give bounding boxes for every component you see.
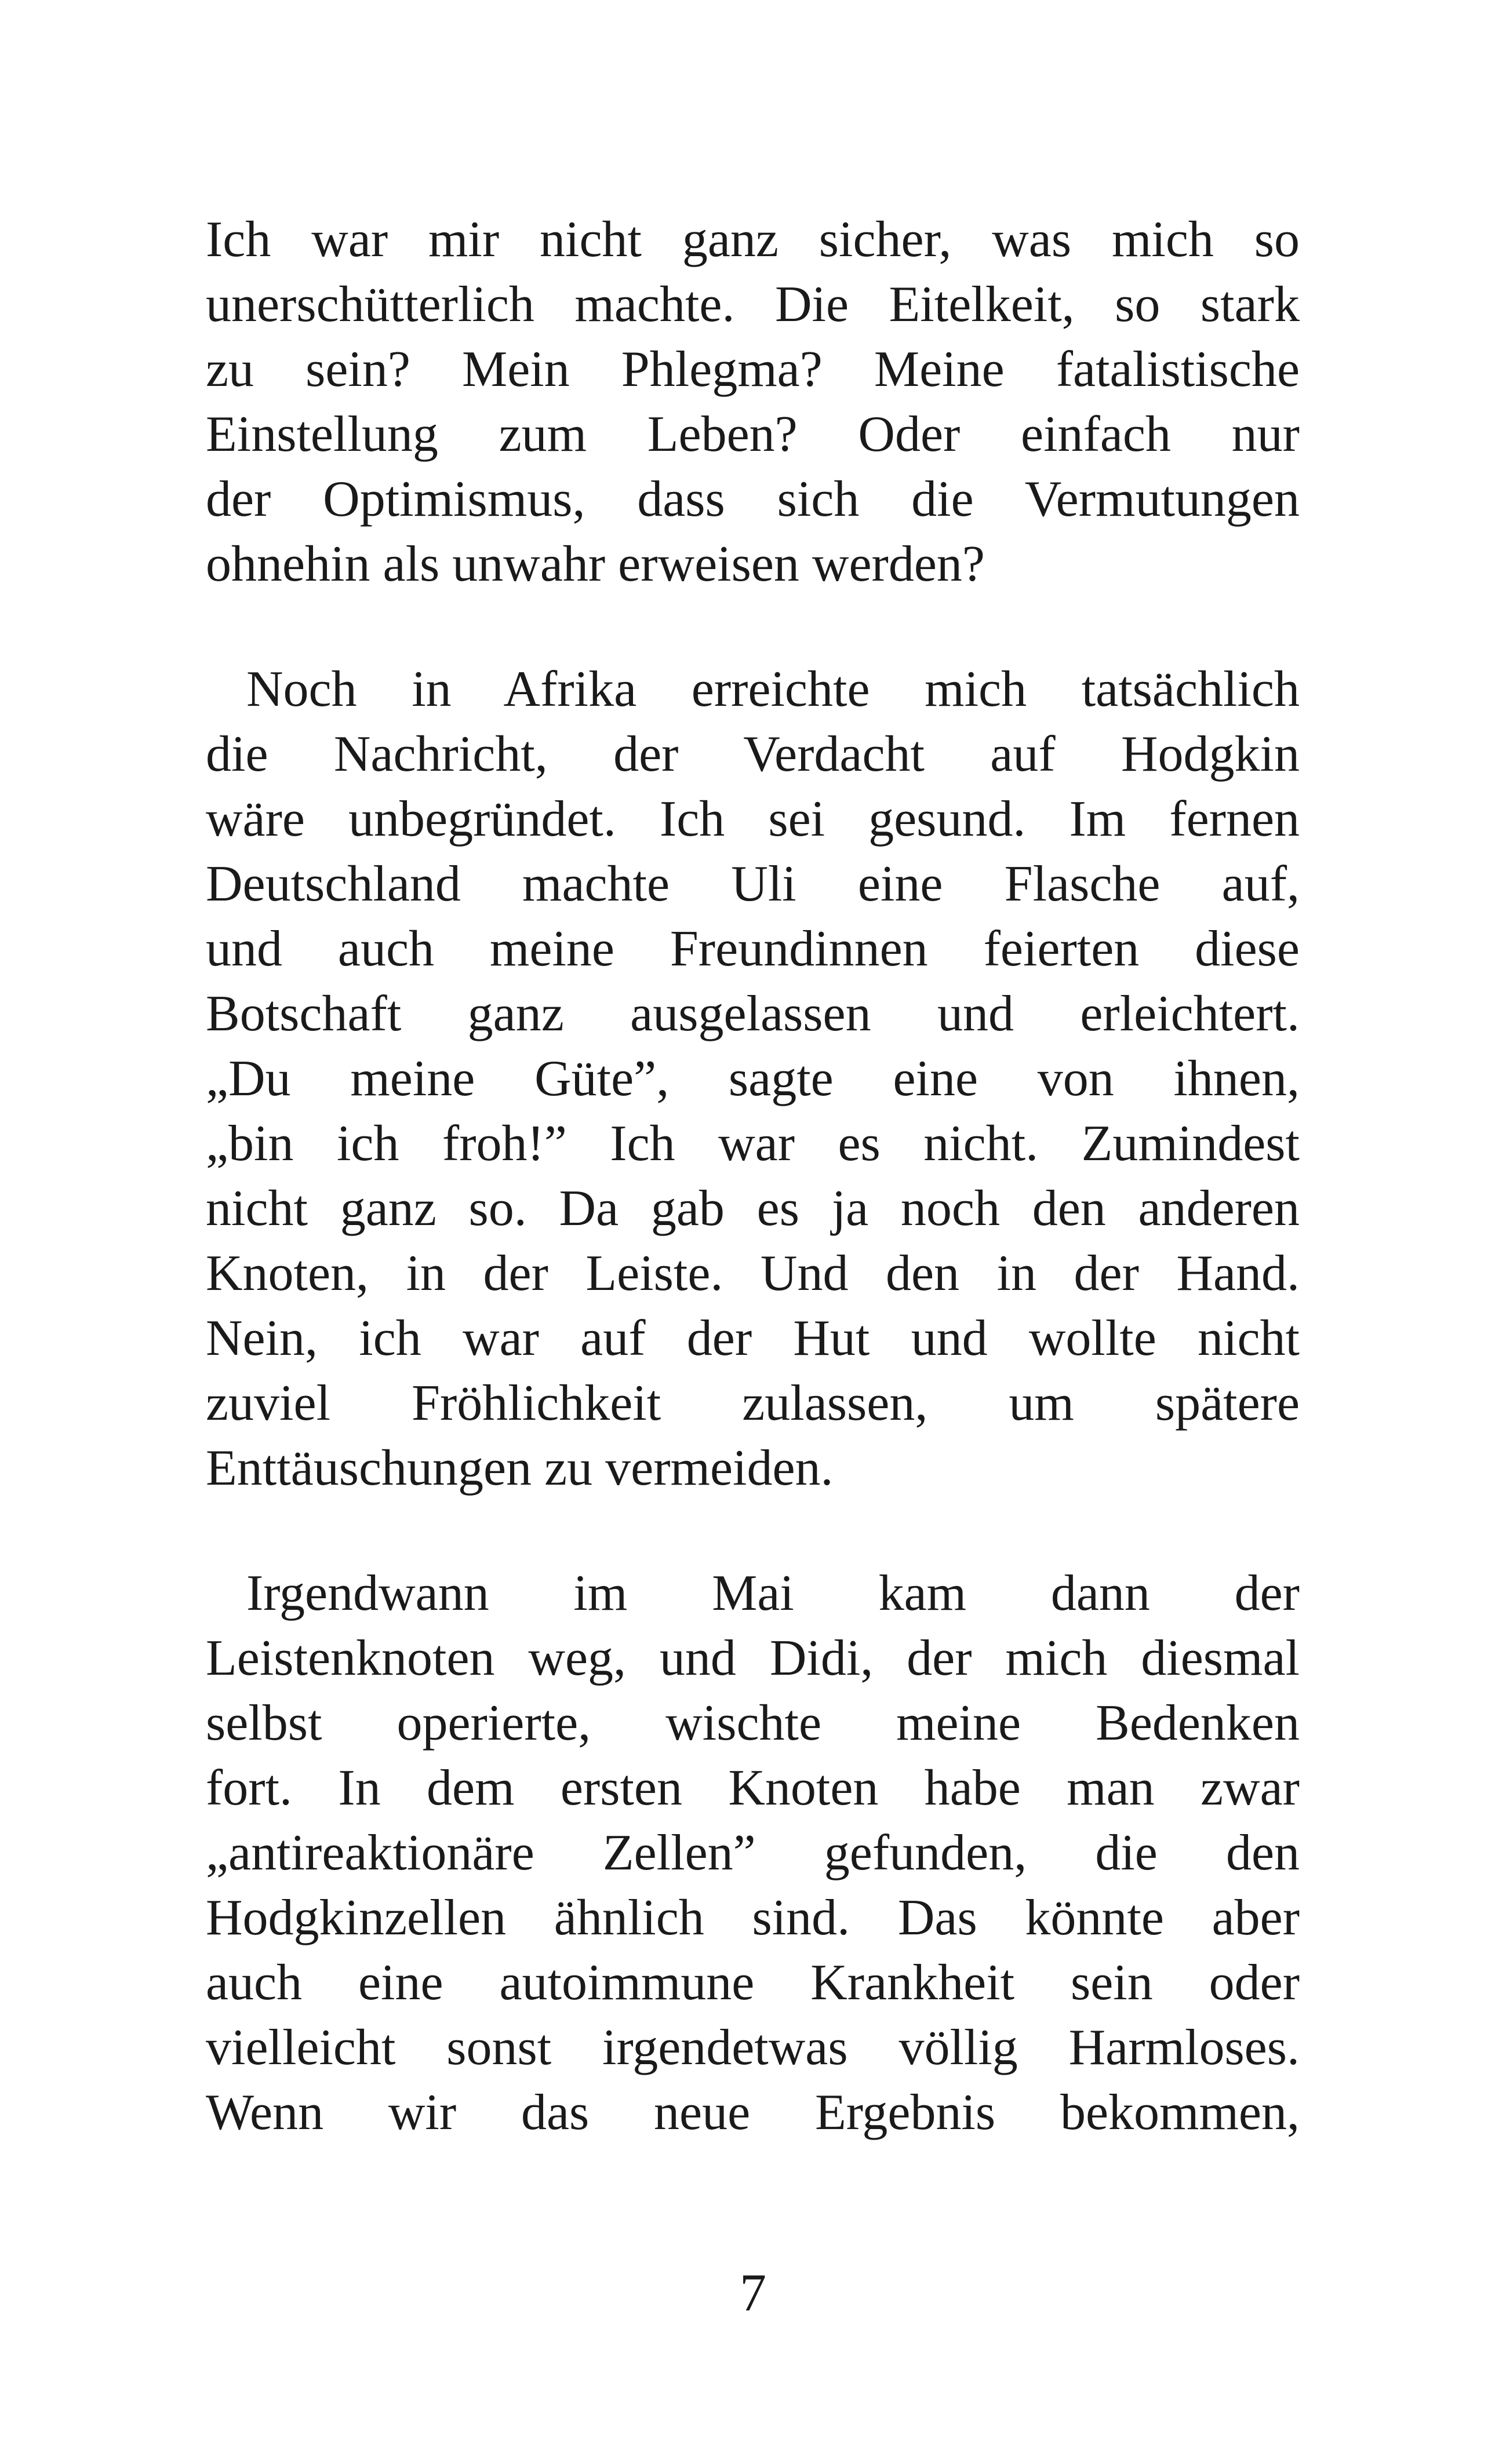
text-line: Deutschland machte Uli eine Flasche auf,	[206, 856, 1300, 912]
text-line: Wenn wir das neue Ergebnis bekommen,	[206, 2084, 1300, 2141]
paragraph-1	[206, 207, 1300, 597]
paragraph-3	[206, 1561, 1300, 2145]
paragraph-2	[206, 657, 1300, 1501]
text-line: zu sein? Mein Phlegma? Meine fatalistische	[206, 341, 1300, 398]
text-line: Nein, ich war auf der Hut und wollte nicht	[206, 1310, 1300, 1366]
text-line: zuviel Fröhlichkeit zulassen, um spätere	[206, 1375, 1300, 1431]
text-line: die Nachricht, der Verdacht auf Hodgkin	[206, 726, 1300, 782]
text-line: „antireaktionäre Zellen” gefunden, die den	[206, 1825, 1300, 1881]
text-line: und auch meine Freundinnen feierten diese	[206, 921, 1300, 977]
text-line: Leistenknoten weg, und Didi, der mich diesmal	[206, 1630, 1300, 1686]
text-line: Botschaft ganz ausgelassen und erleichtert.	[206, 986, 1300, 1042]
text-line: fort. In dem ersten Knoten habe man zwar	[206, 1760, 1300, 1816]
text-line: Knoten, in der Leiste. Und den in der Hand.	[206, 1245, 1300, 1302]
text-line: nicht ganz so. Da gab es ja noch den anderen	[206, 1180, 1300, 1237]
page-number: 7	[740, 2263, 766, 2322]
text-line: „Du meine Güte”, sagte eine von ihnen,	[206, 1051, 1300, 1107]
text-line: Hodgkinzellen ähnlich sind. Das könnte aber	[206, 1890, 1300, 1946]
text-line: vielleicht sonst irgendetwas völlig Harmloses.	[206, 2020, 1300, 2076]
text-line: Noch in Afrika erreichte mich tatsächlich	[246, 661, 1300, 717]
text-line: unerschütterlich machte. Die Eitelkeit, so stark	[206, 276, 1300, 333]
text-line: ohnehin als unwahr erweisen werden?	[206, 536, 985, 592]
text-line: der Optimismus, dass sich die Vermutungen	[206, 471, 1300, 527]
text-line: Irgendwann im Mai kam dann der	[246, 1565, 1300, 1621]
text-line: selbst operierte, wischte meine Bedenken	[206, 1695, 1300, 1751]
text-line: auch eine autoimmune Krankheit sein oder	[206, 1955, 1300, 2011]
text-line: Enttäuschungen zu vermeiden.	[206, 1440, 834, 1496]
text-line: wäre unbegründet. Ich sei gesund. Im fernen	[206, 791, 1300, 847]
text-line: Ich war mir nicht ganz sicher, was mich so	[206, 212, 1300, 268]
text-line: Einstellung zum Leben? Oder einfach nur	[206, 406, 1300, 462]
text-line: „bin ich froh!” Ich war es nicht. Zumindest	[206, 1116, 1300, 1172]
